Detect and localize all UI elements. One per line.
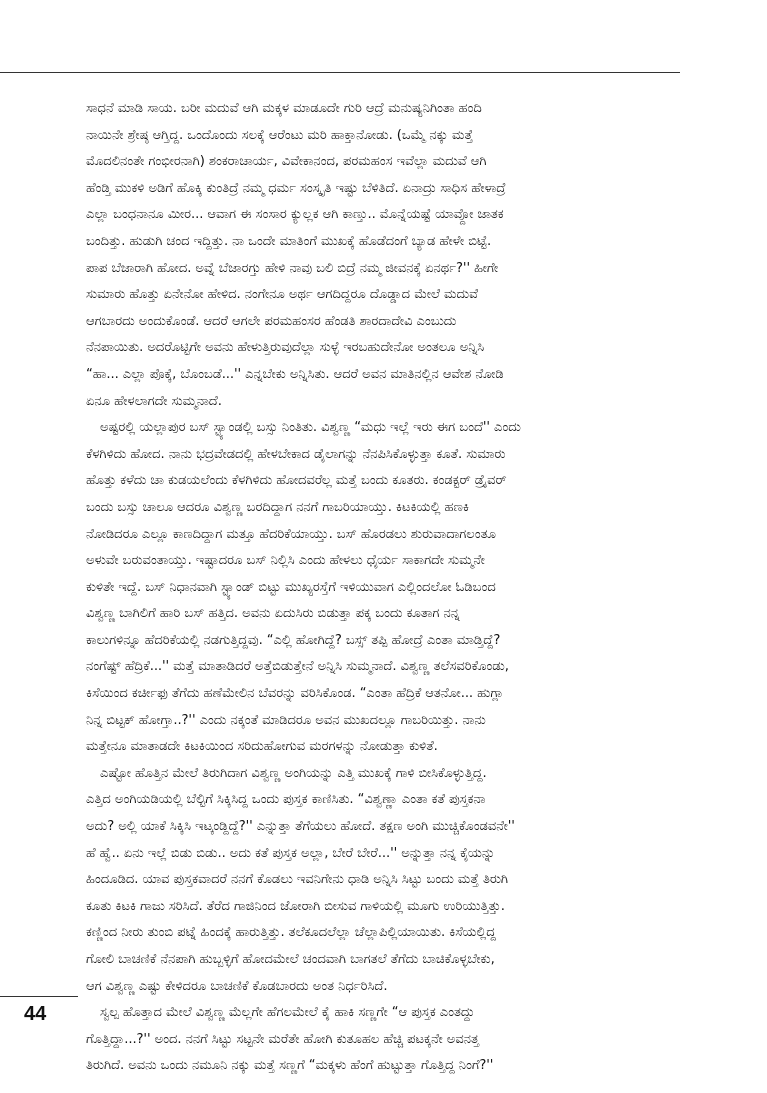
paragraph <box>86 761 682 1000</box>
text-line: ಎತ್ತಿದ ಅಂಗಿಯಡಿಯಲ್ಲಿ ಬೆಲ್ಟಿಗೆ ಸಿಕ್ಕಿಸಿದ್ದ ಒಂದು ಪುಸ್ತಕ ಕಾಣಿಸಿತು. “ವಿಶ್ವಣ್ಣಾ ಎಂತಾ ಕತೆ ಪುಸ್ತಕನಾ <box>86 792 486 808</box>
header-rule <box>0 72 680 73</box>
text-line: ಕೂತು ಕಿಟಕಿ ಗಾಜು ಸರಿಸಿದೆ. ತೆರೆದ ಗಾಜಿನಿಂದ ಜೋರಾಗಿ ಬೀಸುವ ಗಾಳಿಯಲ್ಲಿ ಮೂಗು ಉರಿಯುತ್ತಿತ್ತು. <box>86 898 505 914</box>
text-line: ನಾಯಿನೇ ಶ್ರೇಷ್ಠ ಆಗ್ತಿದ್ದ. ಒಂದೊಂದು ಸಲಕ್ಕೆ ಆರೆಂಟು ಮರಿ ಹಾಕ್ತಾನೋಡು. (ಒಮ್ಮೆ ನಕ್ಕು ಮತ್ತೆ <box>86 127 474 143</box>
text-line: ಆಗಬಾರದು ಅಂದುಕೊಂಡೆ. ಆದರೆ ಆಗಲೇ ಪರಮಹಂಸರ ಹೆಂಡತಿ ಶಾರದಾದೇವಿ ಎಂಬುದು <box>86 313 457 329</box>
text-line: ಕೆಳಗಿಳಿದು ಹೋದ. ನಾನು ಭದ್ರವೇಡದಲ್ಲಿ ಹೇಳಬೇಕಾದ ಡೈಲಾಗನ್ನು ನೆನಪಿಸಿಕೊಳ್ಳುತ್ತಾ ಕೂತೆ. ಸುಮಾರು <box>86 446 506 462</box>
text-line: ಸ್ವಲ್ಪ ಹೊತ್ತಾದ ಮೇಲೆ ವಿಶ್ವಣ್ಣ ಮೆಲ್ಲಗೇ ಹೆಗಲಮೇಲೆ ಕೈ ಹಾಕಿ ಸಣ್ಣಗೇ “ಆ ಪುಸ್ತಕ ಎಂತದ್ದು <box>100 1005 475 1021</box>
page-number: 44 <box>24 1003 47 1025</box>
paragraph <box>86 415 682 761</box>
footer-rule <box>0 996 78 997</box>
paragraph <box>86 96 682 415</box>
text-line: ಅದು? ಅಲ್ಲಿ ಯಾಕೆ ಸಿಕ್ಕಿಸಿ ಇಟ್ಕಂಡ್ದಿದ್ದೆ?'' ಎನ್ನುತ್ತಾ ತೆಗೆಯಲು ಹೋದೆ. ತಕ್ಷಣ ಅಂಗಿ ಮುಚ್ಚಿಕೊಂಡವನೇ'' <box>86 819 515 835</box>
text-line: ಅಳುವೇ ಬರುವಂತಾಯ್ತು. ಇಷ್ಟಾದರೂ ಬಸ್ ನಿಲ್ಲಿಸಿ ಎಂದು ಹೇಳಲು ಧೈರ್ಯ ಸಾಕಾಗದೇ ಸುಮ್ಮನೇ <box>86 553 485 569</box>
text-line: ಹೆಂಡ್ತಿ ಮುಕಳಿ ಅಡಿಗೆ ಹೊಕ್ಕಿ ಕುಂತಿದ್ರೆ ನಮ್ಮ ಧರ್ಮ ಸಂಸ್ಕೃತಿ ಇಷ್ಟು ಬೆಳಿತಿದೆ. ಏನಾದ್ರು ಸಾಧಿಸ ಹೇಳಾದ್ರೆ <box>86 180 506 196</box>
text-line: ಹಿಂದೂಡಿದ. ಯಾವ ಪುಸ್ತಕವಾದರೆ ನನಗೆ ಕೊಡಲು ಇವನಿಗೇನು ಧಾಡಿ ಅನ್ನಿಸಿ ಸಿಟ್ಟು ಬಂದು ಮತ್ತೆ ತಿರುಗಿ <box>86 872 509 888</box>
text-line: ಕುಳಿತೇ ಇದ್ದೆ. ಬಸ್ ನಿಧಾನವಾಗಿ ಸ್ಟ್ಯಾಂಡ್ ಬಿಟ್ಟು ಮುಖ್ಯರಸ್ತೆಗೆ ಇಳಿಯುವಾಗ ಎಲ್ಲಿಂದಲೋ ಓಡಿಬಂದ <box>86 579 496 595</box>
text-line: ಮತ್ತೇನೂ ಮಾತಾಡದೇ ಕಿಟಕಿಯಿಂದ ಸರಿದುಹೋಗುವ ಮರಗಳನ್ನು ನೋಡುತ್ತಾ ಕುಳಿತೆ. <box>86 739 438 755</box>
text-line: “ಹಾ... ಎಲ್ಲಾ ಪೊಕ್ಕೆ, ಬೊಂಬಡೆ...'' ಎನ್ನಬೇಕು ಅನ್ನಿಸಿತು. ಆದರೆ ಅವನ ಮಾತಿನಲ್ಲಿನ ಆವೇಶ ನೋಡಿ <box>86 366 504 382</box>
paragraph <box>86 1000 682 1080</box>
text-line: ವಿಶ್ವಣ್ಣ ಬಾಗಿಲಿಗೆ ಹಾರಿ ಬಸ್ ಹತ್ತಿದ. ಅವನು ಏದುಸಿರು ಬಿಡುತ್ತಾ ಪಕ್ಕ ಬಂದು ಕೂತಾಗ ನನ್ನ <box>86 606 460 622</box>
text-line: ಸಾಧನೆ ಮಾಡಿ ಸಾಯ. ಬರೀ ಮದುವೆ ಆಗಿ ಮಕ್ಕಳ ಮಾಡೂದೇ ಗುರಿ ಆದ್ರೆ ಮನುಷ್ಯನಿಗಿಂತಾ ಹಂದಿ <box>86 101 482 116</box>
text-line: ಬಂದು ಬಸ್ಸು ಚಾಲೂ ಆದರೂ ವಿಶ್ವಣ್ಣ ಬರದಿದ್ದಾಗ ನನಗೆ ಗಾಬರಿಯಾಯ್ತು. ಕಿಟಕಿಯಲ್ಲಿ ಹಣಕಿ <box>86 499 469 515</box>
text-line: ಅಷ್ಟರಲ್ಲಿ ಯಲ್ಲಾಪುರ ಬಸ್ ಸ್ಟ್ಯಾಂಡಲ್ಲಿ ಬಸ್ಸು ನಿಂತಿತು. ವಿಶ್ವಣ್ಣ “ಮಧು ಇಲ್ಲೆ ಇರು ಈಗ ಬಂದೆ'' ಎಂದು <box>100 420 521 436</box>
text-line: ಪಾಪ ಬೆಜಾರಾಗಿ ಹೋದ. ಅವ್ನೆ ಬೆಜಾರಗ್ತು ಹೇಳಿ ನಾವು ಬಲಿ ಬಿದ್ರೆ ನಮ್ಮ ಜೀವನಕ್ಕೆ ಏನರ್ಥ?'' ಹೀಗೇ <box>86 260 499 276</box>
text-line: ಏನೂ ಹೇಳಲಾಗದೇ ಸುಮ್ಮನಾದೆ. <box>86 393 222 409</box>
text-line: ಬಂದಿತ್ತು. ಹುಡುಗಿ ಚಂದ ಇದ್ದಿತ್ತು. ನಾ ಒಂದೇ ಮಾತಿಂಗೆ ಮುಖಕ್ಕೆ ಹೊಡೆದಂಗೆ ಬ್ಯಾಡ ಹೇಳೇ ಬಿಟ್ಟೆ. <box>86 233 492 249</box>
text-line: ಹೆ ಹ್ವೆ.. ಏನು ಇಲ್ಲೆ ಬಿಡು ಬಿಡು.. ಅದು ಕತೆ ಪುಸ್ತಕ ಅಲ್ಲಾ, ಬೇರೆ ಬೇರೆ...'' ಅನ್ನುತ್ತಾ ನನ್ನ ಕೈಯನ್ನು <box>86 845 496 861</box>
text-line: ಗೊತ್ತಿದ್ದಾ...?'' ಅಂದ. ನನಗೆ ಸಿಟ್ಟು ಸಟ್ಟನೇ ಮರೆತೇ ಹೋಗಿ ಕುತೂಹಲ ಹೆಚ್ಚಿ ಪಟಕ್ಕನೇ ಅವನತ್ತ <box>86 1031 479 1047</box>
text-line: ಎಲ್ಲಾ ಬಂಧನಾನೂ ಮೀರ... ಆವಾಗ ಈ ಸಂಸಾರ ಕ್ಯುಲ್ಲಕ ಆಗಿ ಕಾಣ್ತು.. ಮೊನ್ನೆಯಷ್ಟೆ ಯಾವ್ದೋ ಜಾತಕ <box>86 207 504 223</box>
text-line: ನಿನ್ನ ಬಿಟ್ಟಕ್ ಹೋಗ್ತಾ..?'' ಎಂದು ನಕ್ಕಂತೆ ಮಾಡಿದರೂ ಅವನ ಮುಖದಲ್ಲೂ ಗಾಬರಿಯಿತ್ತು. ನಾನು <box>86 712 486 728</box>
text-line: ಗೋಲಿ ಬಾಚಣಿಕೆ ನೆನಪಾಗಿ ಹುಬ್ಬಳ್ಳಿಗೆ ಹೋದಮೇಲೆ ಚಂದವಾಗಿ ಬಾಗತಲೆ ತೆಗೆದು ಬಾಚಿಕೊಳ್ಳಬೇಕು, <box>86 952 495 967</box>
text-line: ಕಾಲುಗಳಿನ್ನೂ ಹೆದರಿಕೆಯಲ್ಲಿ ನಡಗುತ್ತಿದ್ದವು. “ಎಲ್ಲಿ ಹೋಗಿದ್ದೆ? ಬಸ್ಸ್ ತಪ್ಪಿ ಹೋದ್ರೆ ಎಂತಾ ಮಾಡ್ತಿದ್ದೆ? <box>86 632 501 648</box>
text-line: ಮೊದಲಿನಂತೇ ಗಂಭೀರನಾಗಿ) ಶಂಕರಾಚಾರ್ಯ, ವಿವೇಕಾನಂದ, ಪರಮಹಂಸ ಇವೆಲ್ಲಾ ಮದುವೆ ಆಗಿ <box>86 154 487 170</box>
text-line: ನೆನಪಾಯಿತು. ಅದರೊಟ್ಟಿಗೇ ಅವನು ಹೇಳುತ್ತಿರುವುದೆಲ್ಲಾ ಸುಳ್ಳೆ ಇರಬಹುದೇನೋ ಅಂತಲೂ ಅನ್ನಿಸಿ <box>86 340 485 356</box>
text-line: ಸುಮಾರು ಹೊತ್ತು ಏನೇನೋ ಹೇಳಿದ. ನಂಗೇನೂ ಅರ್ಥ ಆಗದಿದ್ದರೂ ದೊಡ್ಡಾದ ಮೇಲೆ ಮದುವೆ <box>86 287 478 303</box>
text-line: ಎಷ್ಟೋ ಹೊತ್ತಿನ ಮೇಲೆ ತಿರುಗಿದಾಗ ವಿಶ್ವಣ್ಣ ಅಂಗಿಯನ್ನು ಎತ್ತಿ ಮುಖಕ್ಕೆ ಗಾಳಿ ಬೀಸಿಕೊಳ್ಳುತ್ತಿದ್ದ. <box>100 765 487 781</box>
page-body-text <box>86 96 682 1080</box>
text-line: ತಿರುಗಿದೆ. ಅವನು ಒಂದು ನಮೂನಿ ನಕ್ಕು ಮತ್ತೆ ಸಣ್ಣಗೆ “ಮಕ್ಕಳು ಹೆಂಗೆ ಹುಟ್ಟುತ್ತಾ ಗೊತ್ತಿದ್ದ ನಿಂಗೆ?'' <box>86 1058 494 1074</box>
text-line: ನೋಡಿದರೂ ಎಲ್ಲೂ ಕಾಣದಿದ್ದಾಗ ಮತ್ತೂ ಹೆದರಿಕೆಯಾಯ್ತು. ಬಸ್ ಹೊರಡಲು ಶುರುವಾದಾಗಲಂತೂ <box>86 526 496 542</box>
text-line: ನಂಗೆಷ್ಟ್ ಹೆದ್ರಿಕೆ...'' ಮತ್ತೆ ಮಾತಾಡಿದರೆ ಅತ್ತೆಬಿಡುತ್ತೇನೆ ಅನ್ನಿಸಿ ಸುಮ್ಮನಾದೆ. ವಿಶ್ವಣ್ಣ ತಲೆಸವರಿಕೊಂಡು, <box>86 659 509 675</box>
text-line: ಕಿಸೆಯಿಂದ ಕರ್ಚೀಫು ತೆಗೆದು ಹಣೆಮೇಲಿನ ಬೆವರನ್ನು ವರಿಸಿಕೊಂಡ. “ಎಂತಾ ಹೆದ್ರಿಕೆ ಆತನೋ... ಹುಗ್ಲಾ <box>86 686 504 702</box>
text-line: ಹೊತ್ತು ಕಳೆದು ಚಾ ಕುಡಯಲೆಂದು ಕೆಳಗಿಳಿದು ಹೋದವರೆಲ್ಲ ಮತ್ತೆ ಬಂದು ಕೂತರು. ಕಂಡಕ್ಟರ್ ಡ್ರೈವರ್ <box>86 473 507 489</box>
text-line: ಆಗ ವಿಶ್ವಣ್ಣ ಎಷ್ಟು ಕೇಳಿದರೂ ಬಾಚಣಿಕೆ ಕೊಡಬಾರದು ಅಂತ ನಿರ್ಧರಿಸಿದೆ. <box>86 978 388 994</box>
text-line: ಕಣ್ಣಿಂದ ನೀರು ತುಂಬಿ ಪಟ್ನೆ ಹಿಂದಕ್ಕೆ ಹಾರುತ್ತಿತ್ತು. ತಲೆಕೂದಲೆಲ್ಲಾ ಚೆಲ್ಲಾಪಿಲ್ಲಿಯಾಯಿತು. ಕಿಸೆಯಲ್ಲಿದ್ದ <box>86 925 496 941</box>
